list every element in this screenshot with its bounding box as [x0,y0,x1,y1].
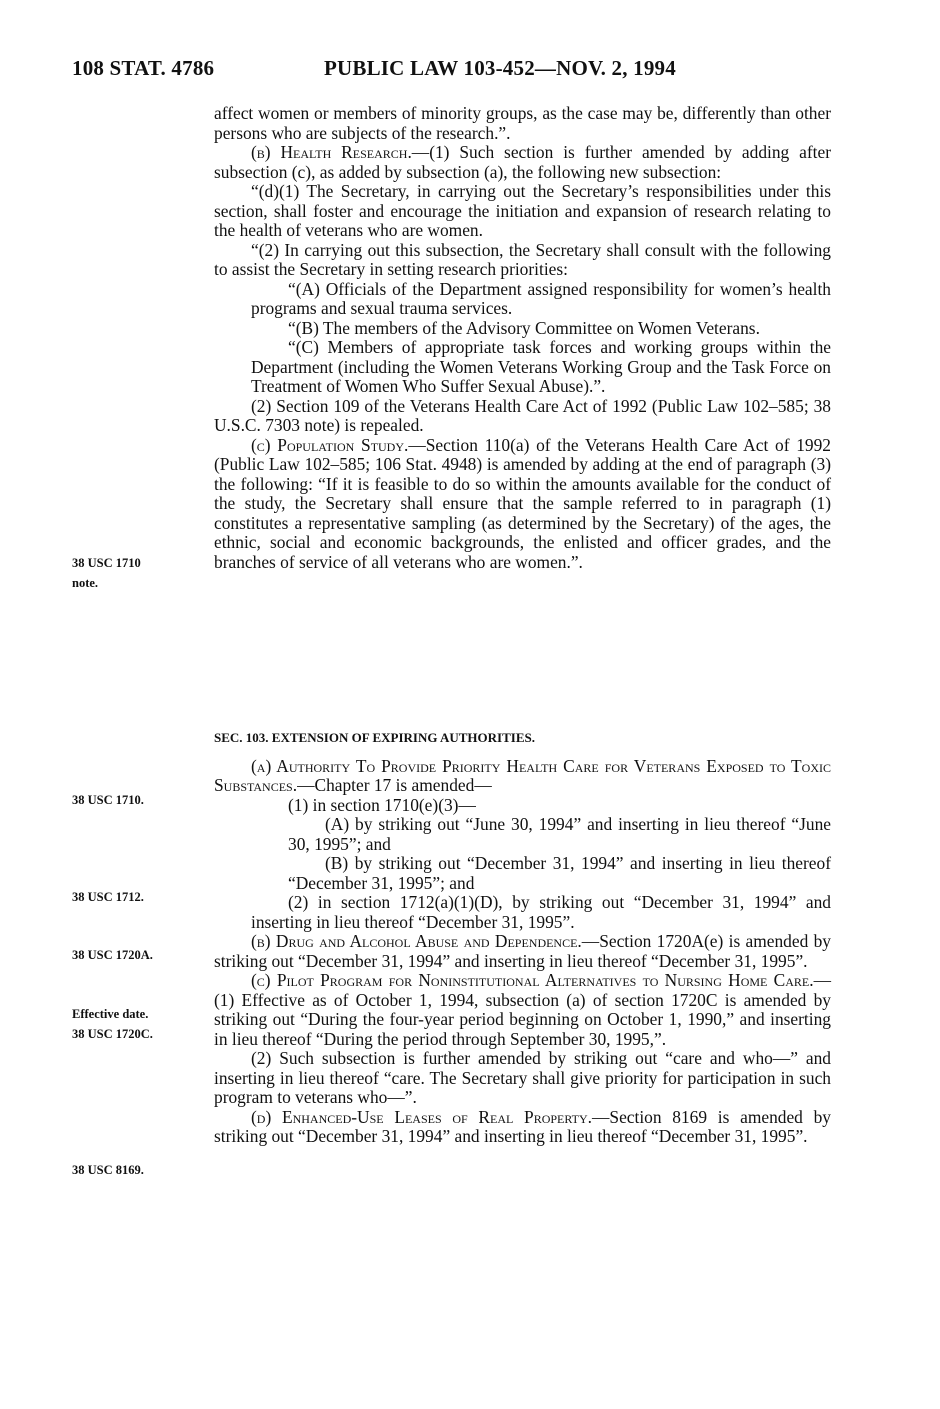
margin-note-1710-note [72,554,141,593]
subsection-heading: (a) Authority To Provide Priority Health Care for Veterans Exposed to Toxic Substances. [214,755,831,795]
subsection-heading: (b) Drug and Alcohol Abuse and Dependence. [251,931,582,951]
margin-note-line: note. [72,575,99,590]
margin-note-line: 38 USC 1720C. [72,1026,153,1041]
paragraph: “(2) In carrying out this subsection, the Secretary shall consult with the following to assist the Secretary in setting research priorities: [214,239,831,279]
subsection-heading: (c) Population Study. [251,434,409,455]
paragraph: (2) Section 109 of the Veterans Health Care Act of 1992 (Public Law 102–585; 38 U.S.C. 7303 note) is repealed. [214,395,831,435]
margin-note-1720a: 38 USC 1720A. [72,948,153,962]
subsection-heading: (b) Health Research. [251,142,412,162]
paragraph: (2) in section 1712(a)(1)(D), by striking out “December 31, 1994” and inserting in lieu thereof “December 31, 1995”. [251,892,831,932]
statute-page-number: 108 STAT. 4786 [72,56,215,80]
margin-note-8169: 38 USC 8169. [72,1163,144,1177]
subsection-heading: (d) Enhanced-Use Leases of Real Property. [251,1106,593,1127]
section-heading: SEC. 103. EXTENSION OF EXPIRING AUTHORITIES. [214,730,535,745]
subsection-heading: (c) Pilot Program for Noninstitutional Alternatives to Nursing Home Care. [251,970,814,990]
paragraph: “(A) Officials of the Department assigned responsibility for women’s health programs and sexual trauma services. [251,278,831,318]
paragraph-text: —(1) Effective as of October 1, 1994, subsection (a) of section 1720C is amended by striking out “During the four-year period beginning on October 1, 1990,” and inserting in lieu thereof “During the period through September 30, 1995,”. [214,970,831,1049]
paragraph [214,932,831,971]
paragraph-text: —Section 8169 is amended by striking out “December 31, 1994” and inserting in lieu thereof “December 31, 1995”. [214,1106,831,1146]
paragraph [214,436,831,573]
margin-note-line: Effective date. [72,1007,149,1021]
body-text-block-2 [214,728,831,1147]
paragraph: “(d)(1) The Secretary, in carrying out the Secretary’s responsibilities under this section, shall foster and encourage the initiation and expansion of research relating to the health of veterans who are women. [214,181,831,240]
paragraph-text: —(1) Such section is further amended by adding after subsection (c), as added by subsection (a), the following new subsection: [214,142,831,182]
paragraph-text: —Section 110(a) of the Veterans Health Care Act of 1992 (Public Law 102–585; 106 Stat. 4948) is amended by adding at the end of paragraph (3) the following: “If it is feasible to do so within the amounts available for the conduct of the study, the Secretary shall ensure that the sample referred to in paragraph (1) constitutes a representative sampling (as determined by the Secretary) of the ages, the ethnic, social and economic backgrounds, the enlisted and officer grades, and the branches of service of all veterans who are women.”. [214,434,831,572]
paragraph: (A) by striking out “June 30, 1994” and inserting in lieu thereof “June 30, 1995”; and [288,814,831,854]
paragraph: affect women or members of minority groups, as the case may be, differently than other persons who are subjects of the research.”. [214,103,831,143]
paragraph: (B) by striking out “December 31, 1994” and inserting in lieu thereof “December 31, 1995”; and [288,853,831,893]
running-header: PUBLIC LAW 103-452—NOV. 2, 1994 [324,56,676,80]
paragraph: (1) in section 1710(e)(3)— [288,794,476,815]
paragraph: “(C) Members of appropriate task forces and working groups within the Department (including the Women Veterans Working Group and the Task Force on Treatment of Women Who Suffer Sexual Abuse).”. [251,337,831,396]
margin-note-line: 38 USC 1710 [72,556,141,570]
body-text-block-1 [214,104,831,572]
margin-note-1720c [72,1005,153,1044]
paragraph: “(B) The members of the Advisory Committee on Women Veterans. [288,317,760,338]
paragraph-text: —Section 1720A(e) is amended by striking out “December 31, 1994” and inserting in lieu thereof “December 31, 1995”. [214,931,831,971]
paragraph-text: —Chapter 17 is amended— [297,775,492,795]
margin-note-1712: 38 USC 1712. [72,890,144,904]
paragraph [214,757,831,796]
paragraph [214,143,831,182]
paragraph [214,971,831,1049]
paragraph [214,1108,831,1147]
margin-note-1710: 38 USC 1710. [72,793,144,807]
paragraph: (2) Such subsection is further amended by striking out “care and who—” and inserting in lieu thereof “care. The Secretary shall give priority for participation in such program to veterans who—”. [214,1048,831,1107]
